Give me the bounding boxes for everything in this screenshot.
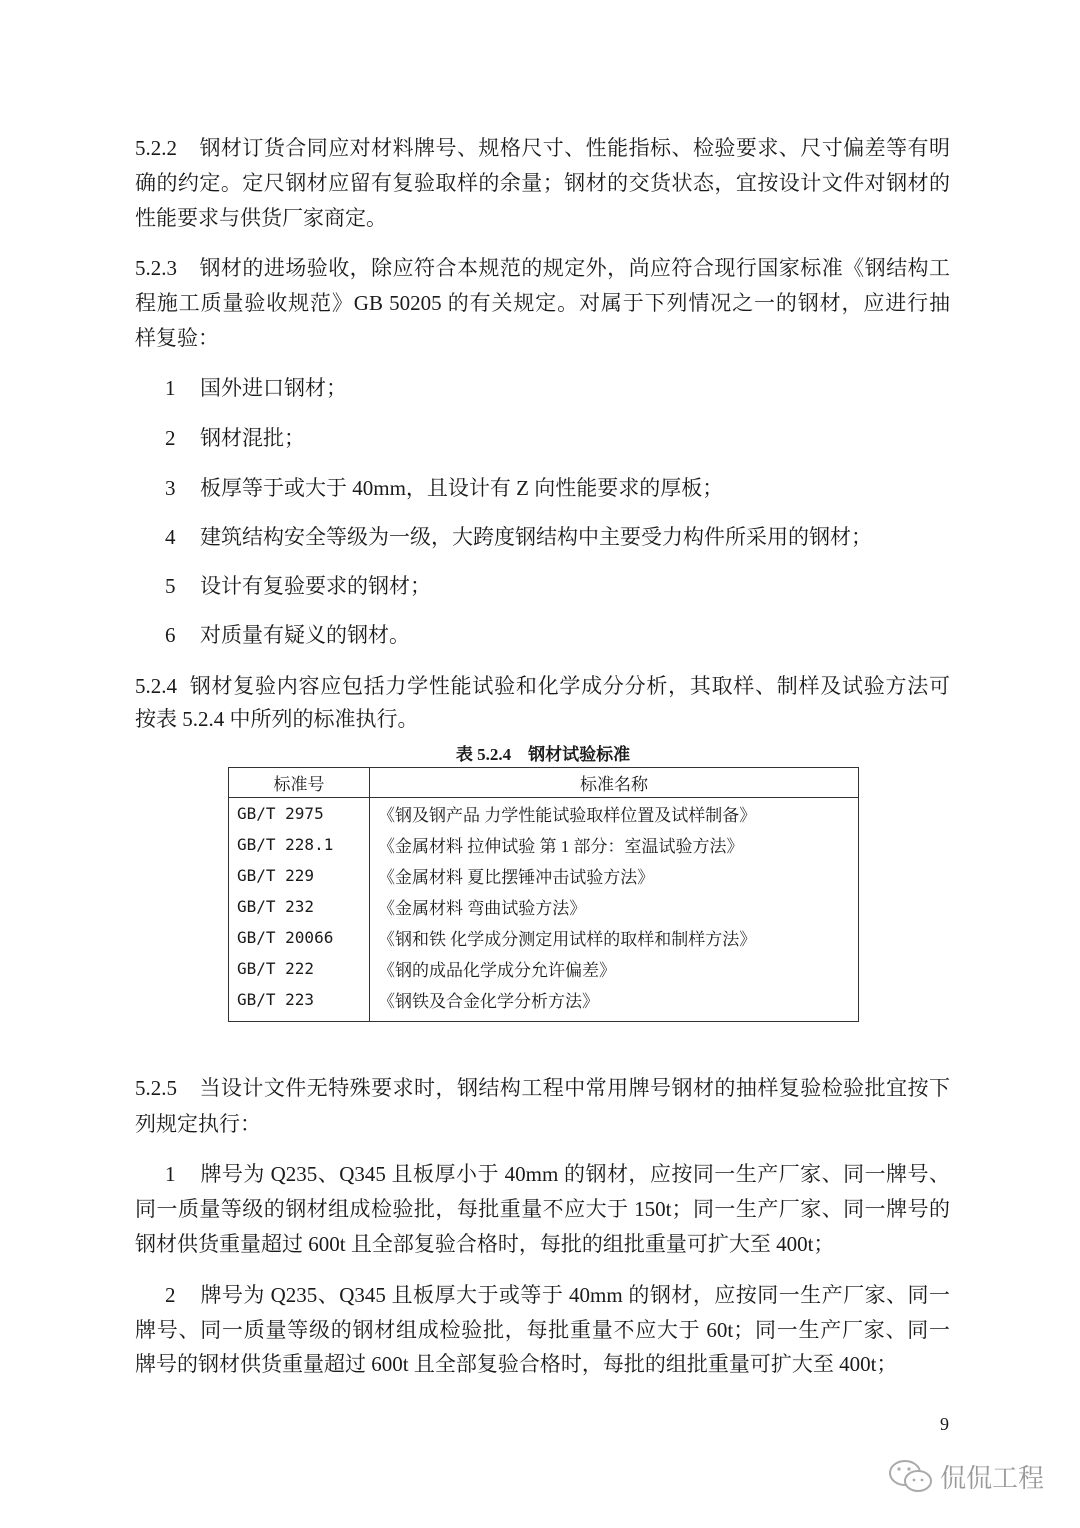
s522-line-2: 确的约定。定尺钢材应留有复验取样的余量；钢材的交货状态，宜按设计文件对钢材的 (135, 171, 950, 195)
s524-line-2: 按表 5.2.4 中所列的标准执行。 (135, 707, 419, 731)
s523-line-1: 5.2.3 钢材的进场验收，除应符合本规范的规定外，尚应符合现行国家标准《钢结构工 (135, 256, 950, 280)
standard-name: 《金属材料 拉伸试验 第 1 部分：室温试验方法》 (370, 829, 859, 860)
watermark (888, 1458, 1044, 1495)
table-row (229, 922, 859, 953)
table-header-row (229, 768, 859, 798)
standard-code: GB/T 20066 (229, 922, 370, 953)
table-caption: 表 5.2.4 钢材试验标准 (455, 745, 631, 764)
s522-line-3: 性能要求与供货厂家商定。 (135, 206, 387, 230)
s525-item-1-line-1: 1 牌号为 Q235、Q345 且板厚小于 40mm 的钢材，应按同一生产厂家、同一牌号、 (165, 1162, 950, 1186)
s522-line-1: 5.2.2 钢材订货合同应对材料牌号、规格尺寸、性能指标、检验要求、尺寸偏差等有明 (135, 136, 950, 160)
standard-name: 《钢铁及合金化学分析方法》 (370, 984, 859, 1022)
table-row (229, 829, 859, 860)
standard-code: GB/T 228.1 (229, 829, 370, 860)
page-number: 9 (940, 1414, 949, 1434)
standard-code: GB/T 229 (229, 860, 370, 891)
table-row (229, 984, 859, 1022)
column-header: 标准号 (229, 768, 370, 798)
table-row (229, 798, 859, 830)
standard-name: 《钢的成品化学成分允许偏差》 (370, 953, 859, 984)
s525-item-1-line-2: 同一质量等级的钢材组成检验批，每批重量不应大于 150t；同一生产厂家、同一牌号的 (135, 1197, 950, 1221)
standard-name: 《金属材料 弯曲试验方法》 (370, 891, 859, 922)
list-item: 5 设计有复验要求的钢材； (165, 574, 431, 598)
column-header: 标准名称 (370, 768, 859, 798)
standard-code: GB/T 222 (229, 953, 370, 984)
watermark-text: 侃侃工程 (940, 1464, 1045, 1494)
table-row (229, 860, 859, 891)
s523-line-3: 样复验： (135, 326, 219, 350)
standard-name: 《钢及钢产品 力学性能试验取样位置及试样制备》 (370, 798, 859, 830)
list-item: 4 建筑结构安全等级为一级，大跨度钢结构中主要受力构件所采用的钢材； (165, 525, 872, 549)
standard-code: GB/T 223 (229, 984, 370, 1022)
table-row (229, 891, 859, 922)
s524-line-1: 5.2.4 钢材复验内容应包括力学性能试验和化学成分分析，其取样、制样及试验方法可 (135, 674, 950, 698)
wechat-icon (888, 1459, 934, 1495)
standards-table (228, 767, 859, 1022)
s525-item-2-line-3: 牌号的钢材供货重量超过 600t 且全部复验合格时，每批的组批重量可扩大至 400t； (135, 1352, 898, 1376)
standard-code: GB/T 232 (229, 891, 370, 922)
list-item: 6 对质量有疑义的钢材。 (165, 623, 410, 647)
s525-line-2: 列规定执行： (135, 1112, 261, 1136)
list-item: 3 板厚等于或大于 40mm，且设计有 Z 向性能要求的厚板； (165, 476, 724, 500)
s523-line-2: 程施工质量验收规范》GB 50205 的有关规定。对属于下列情况之一的钢材，应进行抽 (135, 291, 950, 315)
s525-item-1-line-3: 钢材供货重量超过 600t 且全部复验合格时，每批的组批重量可扩大至 400t； (135, 1232, 835, 1256)
s525-item-2-line-1: 2 牌号为 Q235、Q345 且板厚大于或等于 40mm 的钢材，应按同一生产厂家、同一 (165, 1283, 950, 1307)
standard-code: GB/T 2975 (229, 798, 370, 830)
standard-name: 《金属材料 夏比摆锤冲击试验方法》 (370, 860, 859, 891)
s525-line-1: 5.2.5 当设计文件无特殊要求时，钢结构工程中常用牌号钢材的抽样复验检验批宜按下 (135, 1076, 950, 1100)
s525-item-2-line-2: 牌号、同一质量等级的钢材组成检验批，每批重量不应大于 60t；同一生产厂家、同一 (135, 1318, 950, 1342)
list-item: 1 国外进口钢材； (165, 376, 347, 400)
standard-name: 《钢和铁 化学成分测定用试样的取样和制样方法》 (370, 922, 859, 953)
table-row (229, 953, 859, 984)
list-item: 2 钢材混批； (165, 426, 305, 450)
